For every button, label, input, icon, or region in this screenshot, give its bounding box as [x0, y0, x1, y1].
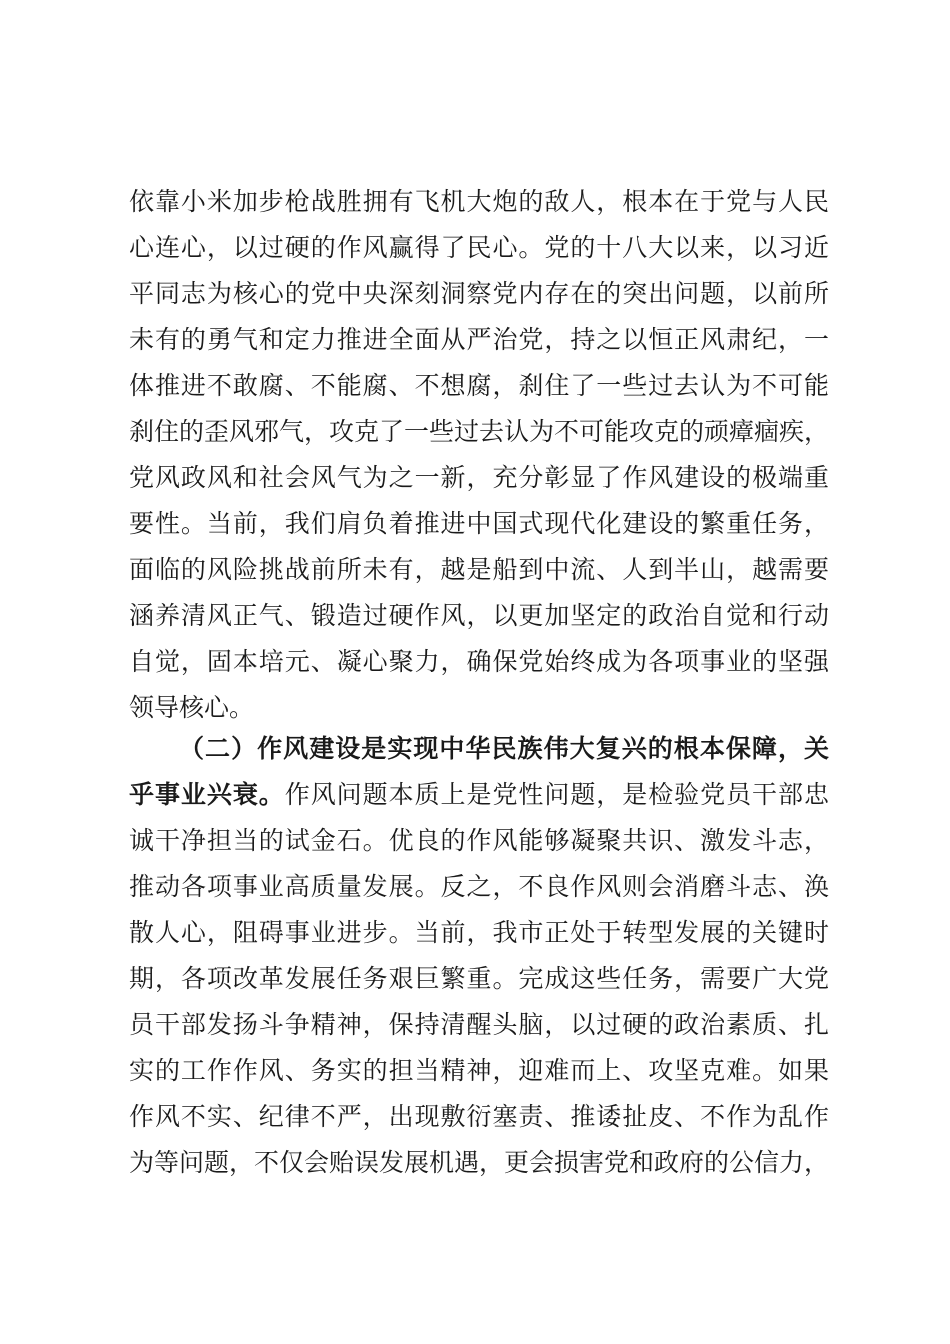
text-line: 未有的勇气和定力推进全面从严治党，持之以恒正风肃纪，一: [129, 325, 829, 354]
text-line: 依靠小米加步枪战胜拥有飞机大炮的敌人，根本在于党与人民: [129, 187, 829, 216]
text-line: 自觉，固本培元、凝心聚力，确保党始终成为各项事业的坚强: [129, 647, 829, 676]
text-line: 为等问题，不仅会贻误发展机遇，更会损害党和政府的公信力，: [129, 1148, 830, 1177]
text-fragment: 作风问题本质上是党性问题，是检验党员干部忠: [284, 780, 829, 809]
paragraph-2: [129, 726, 829, 1186]
text-line: 作风不实、纪律不严，出现敷衍塞责、推诿扯皮、不作为乱作: [129, 1102, 829, 1131]
text-line: 推动各项事业高质量发展。反之，不良作风则会消磨斗志、涣: [129, 872, 829, 901]
text-line: 期，各项改革发展任务艰巨繁重。完成这些任务，需要广大党: [129, 964, 829, 993]
text-line: 面临的风险挑战前所未有，越是船到中流、人到半山，越需要: [129, 555, 829, 584]
text-line: [129, 772, 829, 818]
section-heading: （二）作风建设是实现中华民族伟大复兴的根本保障，关: [179, 734, 829, 763]
text-line: 刹住的歪风邪气，攻克了一些过去认为不可能攻克的顽瘴痼疾，: [129, 417, 830, 446]
section-heading-end: 乎事业兴衰。: [129, 780, 285, 809]
paragraph-1: [129, 179, 829, 731]
text-line: 散人心，阻碍事业进步。当前，我市正处于转型发展的关键时: [129, 918, 829, 947]
text-line: 心连心，以过硬的作风赢得了民心。党的十八大以来，以习近: [129, 233, 829, 262]
text-line: 体推进不敢腐、不能腐、不想腐，刹住了一些过去认为不可能: [129, 371, 829, 400]
text-line: 诚干净担当的试金石。优良的作风能够凝聚共识、激发斗志，: [129, 826, 829, 855]
text-line: 平同志为核心的党中央深刻洞察党内存在的突出问题，以前所: [129, 279, 829, 308]
text-line: 党风政风和社会风气为之一新，充分彰显了作风建设的极端重: [129, 463, 829, 492]
text-line: 实的工作作风、务实的担当精神，迎难而上、攻坚克难。如果: [129, 1056, 829, 1085]
text-line: 员干部发扬斗争精神，保持清醒头脑，以过硬的政治素质、扎: [129, 1010, 829, 1039]
text-line: 领导核心。: [129, 693, 255, 722]
text-line: 涵养清风正气、锻造过硬作风，以更加坚定的政治自觉和行动: [129, 601, 829, 630]
text-line: 要性。当前，我们肩负着推进中国式现代化建设的繁重任务，: [129, 509, 829, 538]
